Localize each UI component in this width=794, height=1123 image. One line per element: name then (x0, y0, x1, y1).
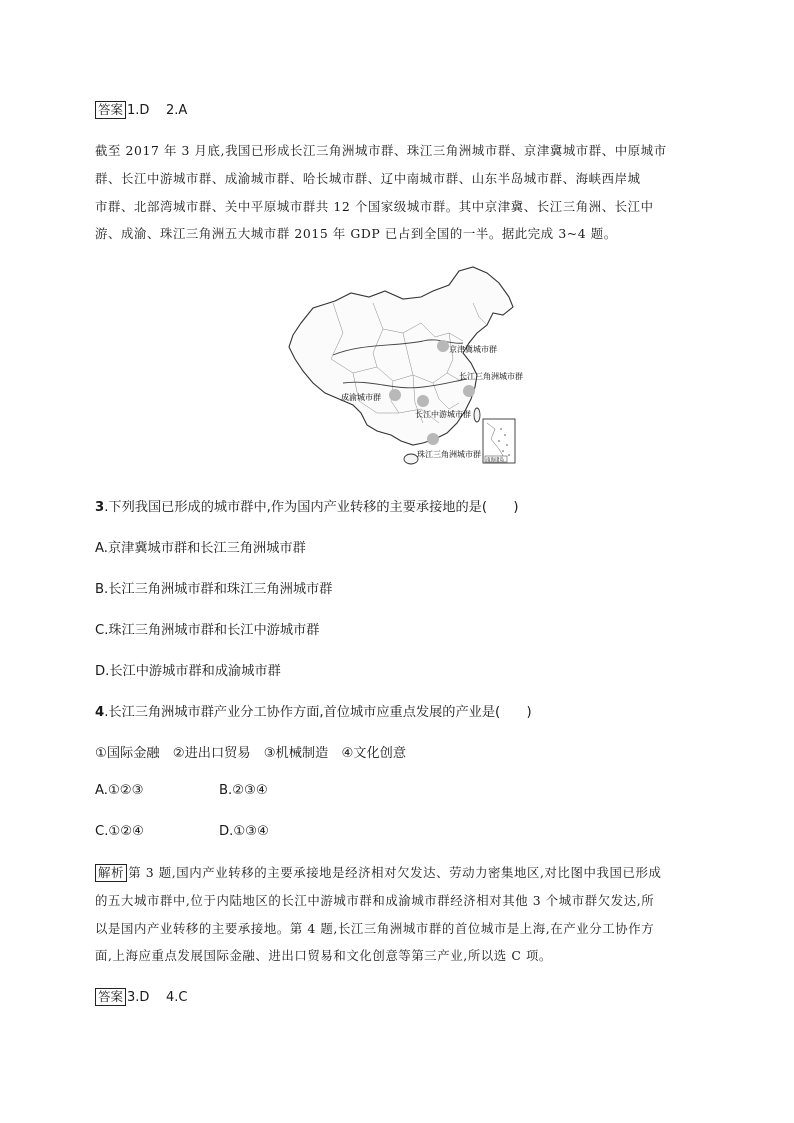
q4-option-b[interactable]: B.②③④ (219, 783, 268, 798)
zhujiang-delta-marker (427, 433, 439, 445)
changjiang-delta-marker (463, 385, 475, 397)
analysis-tag: 解析 (95, 864, 127, 882)
answer-block-2 (95, 988, 187, 1006)
answer-text: 3.D 4.C (127, 990, 188, 1005)
label-jingjinji: 京津冀城市群 (449, 345, 497, 354)
label-zhujiang-delta: 珠江三角洲城市群 (417, 450, 481, 459)
analysis-paragraph (95, 859, 707, 970)
jingjinji-marker (437, 340, 449, 352)
chengyu-marker (389, 389, 401, 401)
q4-option-c[interactable]: C.①②④ (95, 824, 144, 839)
analysis-line: 的五大城市群中,位于内陆地区的长江中游城市群和成渝城市群经济相对其他 3 个城市群欠发达,所 (95, 892, 655, 908)
answer-tag: 答案 (95, 988, 126, 1006)
hainan-island (404, 454, 418, 464)
answer-block-1 (95, 101, 187, 119)
q3-option-c[interactable]: C.珠江三角洲城市群和长江中游城市群 (95, 623, 320, 638)
label-changjiang-middle: 长江中游城市群 (415, 410, 471, 419)
answer-text: 1.D 2.A (127, 103, 188, 118)
analysis-line (95, 859, 707, 887)
intro-line: 截至 2017 年 3 月底,我国已形成长江三角洲城市群、珠江三角洲城市群、京津冀城市群、中原城市 (95, 143, 667, 158)
intro-line: 群、长江中游城市群、成渝城市群、哈长城市群、辽中南城市群、山东半岛城市群、海峡西岸城 (95, 170, 641, 186)
question-3 (95, 496, 518, 515)
china-city-clusters-map (273, 263, 529, 473)
taiwan-island (474, 408, 480, 422)
q4-option-a[interactable]: A.①②③ (95, 783, 144, 798)
q4-option-d[interactable]: D.①③④ (219, 824, 269, 839)
question-4-stem: .长江三角洲城市群产业分工协作方面,首位城市应重点发展的产业是( ) (104, 705, 532, 720)
analysis-line-text: 第 3 题,国内产业转移的主要承接地是经济相对欠发达、劳动力密集地区,对比图中我国已形成 (128, 865, 662, 880)
intro-paragraph (95, 137, 705, 248)
question-4 (95, 701, 532, 720)
changjiang-middle-marker (417, 395, 429, 407)
q3-option-b[interactable]: B.长江三角洲城市群和珠江三角洲城市群 (95, 582, 333, 597)
question-3-number: 3 (95, 500, 105, 515)
q4-items: ①国际金融 ②进出口贸易 ③机械制造 ④文化创意 (95, 746, 407, 761)
question-4-number: 4 (95, 705, 105, 720)
label-changjiang-delta: 长江三角洲城市群 (459, 372, 523, 381)
inset-caption: 南海诸岛 (486, 458, 504, 463)
question-3-stem: .下列我国已形成的城市群中,作为国内产业转移的主要承接地的是( ) (104, 500, 519, 515)
analysis-line: 以是国内产业转移的主要承接地。第 4 题,长江三角洲城市群的首位城市是上海,在产业分工协作方 (95, 920, 655, 936)
intro-line: 市群、北部湾城市群、关中平原城市群共 12 个国家级城市群。其中京津冀、长江三角洲、长江中 (95, 198, 654, 214)
answer-tag: 答案 (95, 101, 126, 119)
q3-option-a[interactable]: A.京津冀城市群和长江三角洲城市群 (95, 541, 306, 556)
analysis-line: 面,上海应重点发展国际金融、进出口贸易和文化创意等第三产业,所以选 C 项。 (95, 948, 552, 964)
intro-line: 游、成渝、珠江三角洲五大城市群 2015 年 GDP 已占到全国的一半。据此完成 3~4 题。 (95, 226, 617, 242)
q3-option-d[interactable]: D.长江中游城市群和成渝城市群 (95, 664, 281, 679)
label-chengyu: 成渝城市群 (341, 393, 381, 402)
